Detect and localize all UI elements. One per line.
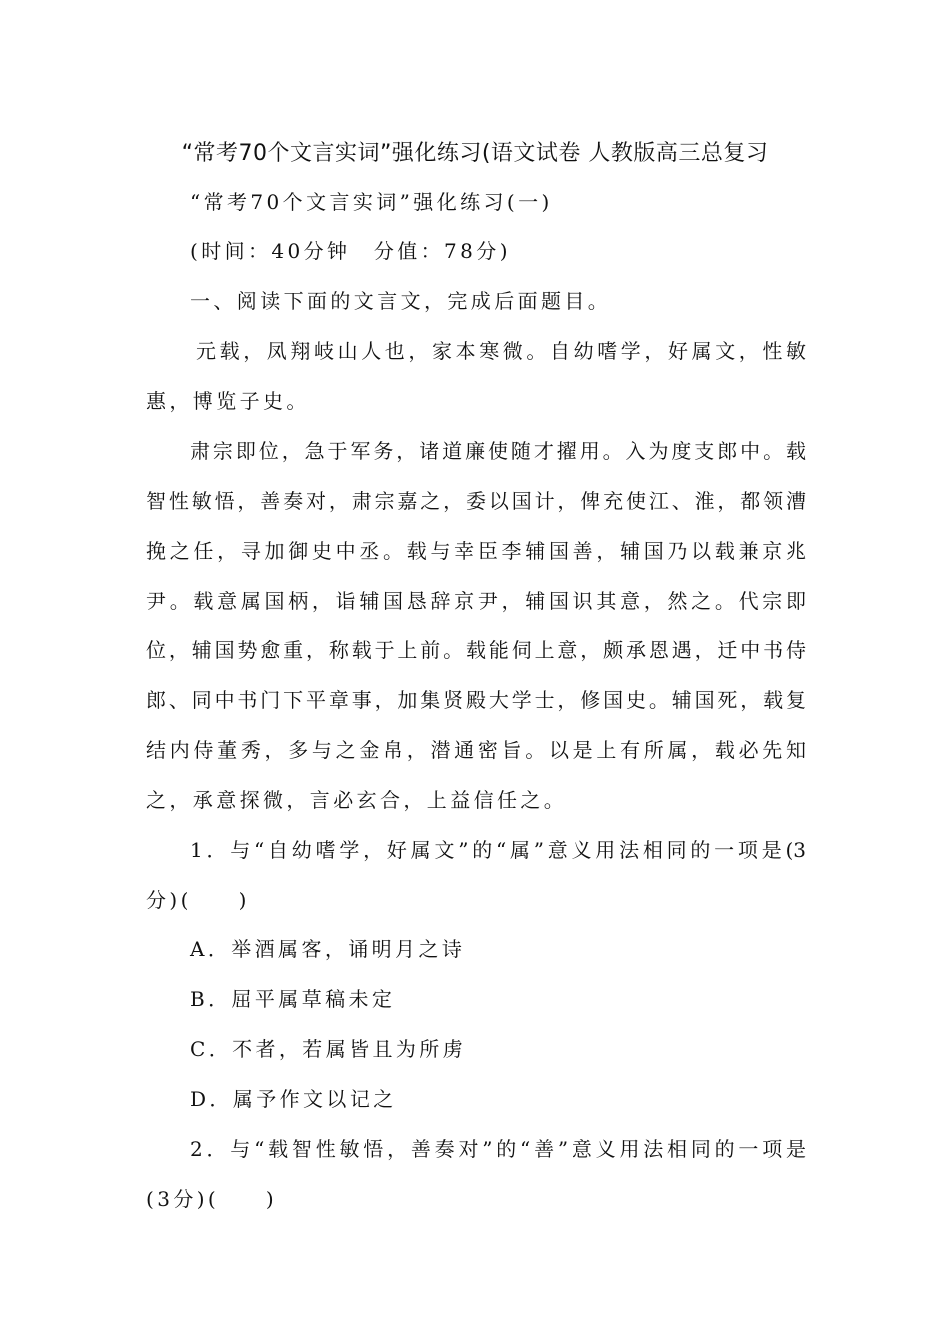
passage-line: 元载，凤翔岐山人也，家本寒微。自幼嗜学，好属文，性敏 — [196, 339, 806, 363]
section-heading: 一、阅读下面的文言文，完成后面题目。 — [190, 289, 612, 313]
passage-line: 郎、同中书门下平章事，加集贤殿大学士，修国史。辅国死，载复 — [146, 688, 806, 712]
passage-line: 智性敏悟，善奏对，肃宗嘉之，委以国计，俾充使江、淮，都领漕 — [146, 489, 806, 513]
question-1-option-c: C．不者，若属皆且为所虏 — [190, 1037, 467, 1061]
question-1-option-d: D．属予作文以记之 — [190, 1087, 397, 1111]
question-1-score: 分)( ) — [146, 888, 250, 912]
passage-line: 惠，博览子史。 — [146, 389, 310, 413]
question-2-prompt: 2．与“载智性敏悟，善奏对”的“善”意义用法相同的一项是 — [190, 1137, 806, 1161]
time-info: (时间：40分钟 分值：78分) — [190, 239, 511, 263]
question-1-option-b: B．屈平属草稿未定 — [190, 987, 396, 1011]
passage-line: 肃宗即位，急于军务，诸道廉使随才擢用。入为度支郎中。载 — [190, 439, 806, 463]
passage-line: 挽之任，寻加御史中丞。载与幸臣李辅国善，辅国乃以载兼京兆 — [146, 539, 806, 563]
passage-line: 结内侍董秀，多与之金帛，潜通密旨。以是上有所属，载必先知 — [146, 738, 806, 762]
passage-line: 位，辅国势愈重，称载于上前。载能伺上意，颇承恩遇，迁中书侍 — [146, 638, 806, 662]
passage-line: 尹。载意属国柄，诣辅国恳辞京尹，辅国识其意，然之。代宗即 — [146, 589, 806, 613]
question-2-score: (3分)( ) — [146, 1187, 278, 1211]
document-title: “常考70个文言实词”强化练习(语文试卷 人教版高三总复习 — [181, 141, 769, 166]
subtitle: “常考70个文言实词”强化练习(一) — [190, 190, 553, 214]
passage-line: 之，承意探微，言必玄合，上益信任之。 — [146, 788, 568, 812]
question-1-option-a: A．举酒属客，诵明月之诗 — [190, 937, 466, 961]
question-1-prompt: 1．与“自幼嗜学，好属文”的“属”意义用法相同的一项是(3 — [190, 838, 806, 862]
